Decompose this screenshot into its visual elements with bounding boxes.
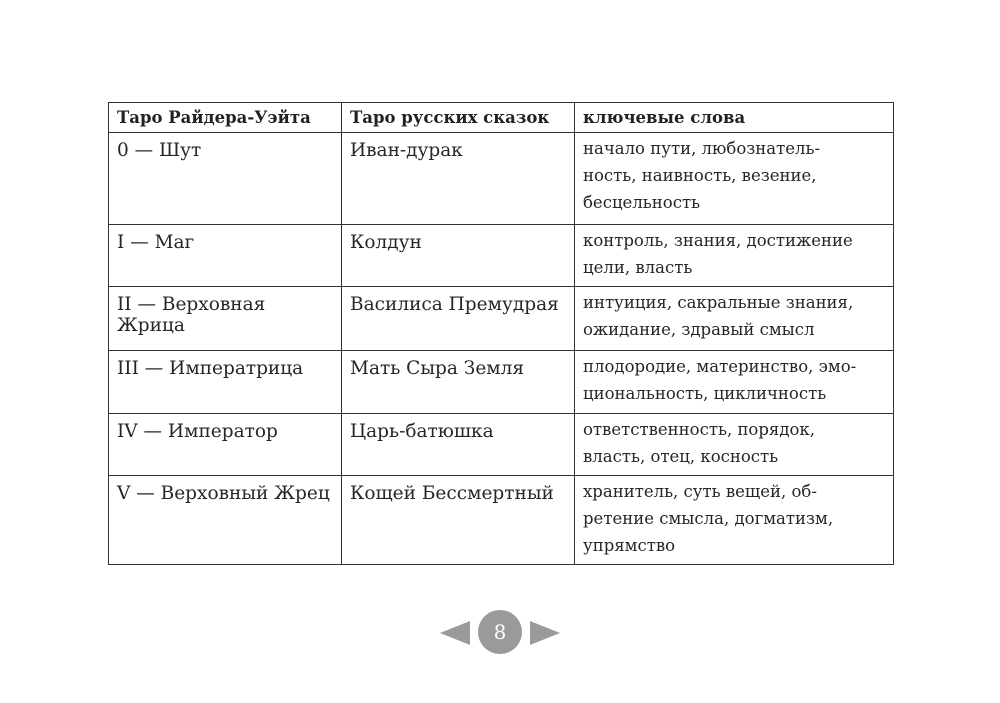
previous-page-arrow-icon[interactable] (440, 621, 470, 645)
rider-card-name: II — Верховная Жрица (109, 287, 342, 351)
keywords-cell (575, 351, 894, 414)
keywords-line: начало пути, любознатель- (583, 139, 821, 158)
keywords-line: ответственность, порядок, (583, 420, 815, 439)
next-page-arrow-icon[interactable] (530, 621, 560, 645)
keywords-line: упрямство (583, 536, 676, 555)
table-row (109, 133, 894, 225)
rider-card-name: 0 — Шут (109, 133, 342, 225)
page-navigator (440, 610, 560, 656)
russian-card-name: Василиса Премудрая (342, 287, 575, 351)
keywords-line: контроль, знания, достижение (583, 231, 853, 250)
table-header-row (109, 103, 894, 133)
header-rider-waite: Таро Райдера-Уэйта (109, 103, 342, 133)
rider-card-name: IV — Император (109, 414, 342, 476)
keywords-cell (575, 133, 894, 225)
keywords-line: циональность, цикличность (583, 384, 827, 403)
keywords-line: хранитель, суть вещей, об- (583, 482, 817, 501)
keywords-line: плодородие, материнство, эмо- (583, 357, 857, 376)
keywords-line: ретение смысла, догматизм, (583, 509, 834, 528)
keywords-line: ожидание, здравый смысл (583, 320, 815, 339)
page-number: 8 (478, 610, 522, 654)
keywords-cell (575, 476, 894, 565)
russian-card-name: Иван-дурак (342, 133, 575, 225)
table-row (109, 225, 894, 287)
table-row (109, 351, 894, 414)
header-keywords: ключевые слова (575, 103, 894, 133)
keywords-cell (575, 414, 894, 476)
rider-card-name: V — Верховный Жрец (109, 476, 342, 565)
russian-card-name: Мать Сыра Земля (342, 351, 575, 414)
russian-card-name: Кощей Бессмертный (342, 476, 575, 565)
tarot-correspondence-table (108, 102, 894, 565)
table-row (109, 414, 894, 476)
rider-card-name: I — Маг (109, 225, 342, 287)
russian-card-name: Колдун (342, 225, 575, 287)
table-row (109, 476, 894, 565)
russian-card-name: Царь-батюшка (342, 414, 575, 476)
keywords-line: бесцельность (583, 193, 701, 212)
keywords-line: власть, отец, косность (583, 447, 779, 466)
keywords-cell (575, 287, 894, 351)
table-row (109, 287, 894, 351)
rider-card-name: III — Императрица (109, 351, 342, 414)
keywords-line: интуиция, сакральные знания, (583, 293, 854, 312)
keywords-line: цели, власть (583, 258, 693, 277)
header-russian-tales: Таро русских сказок (342, 103, 575, 133)
keywords-cell (575, 225, 894, 287)
keywords-line: ность, наивность, везение, (583, 166, 817, 185)
